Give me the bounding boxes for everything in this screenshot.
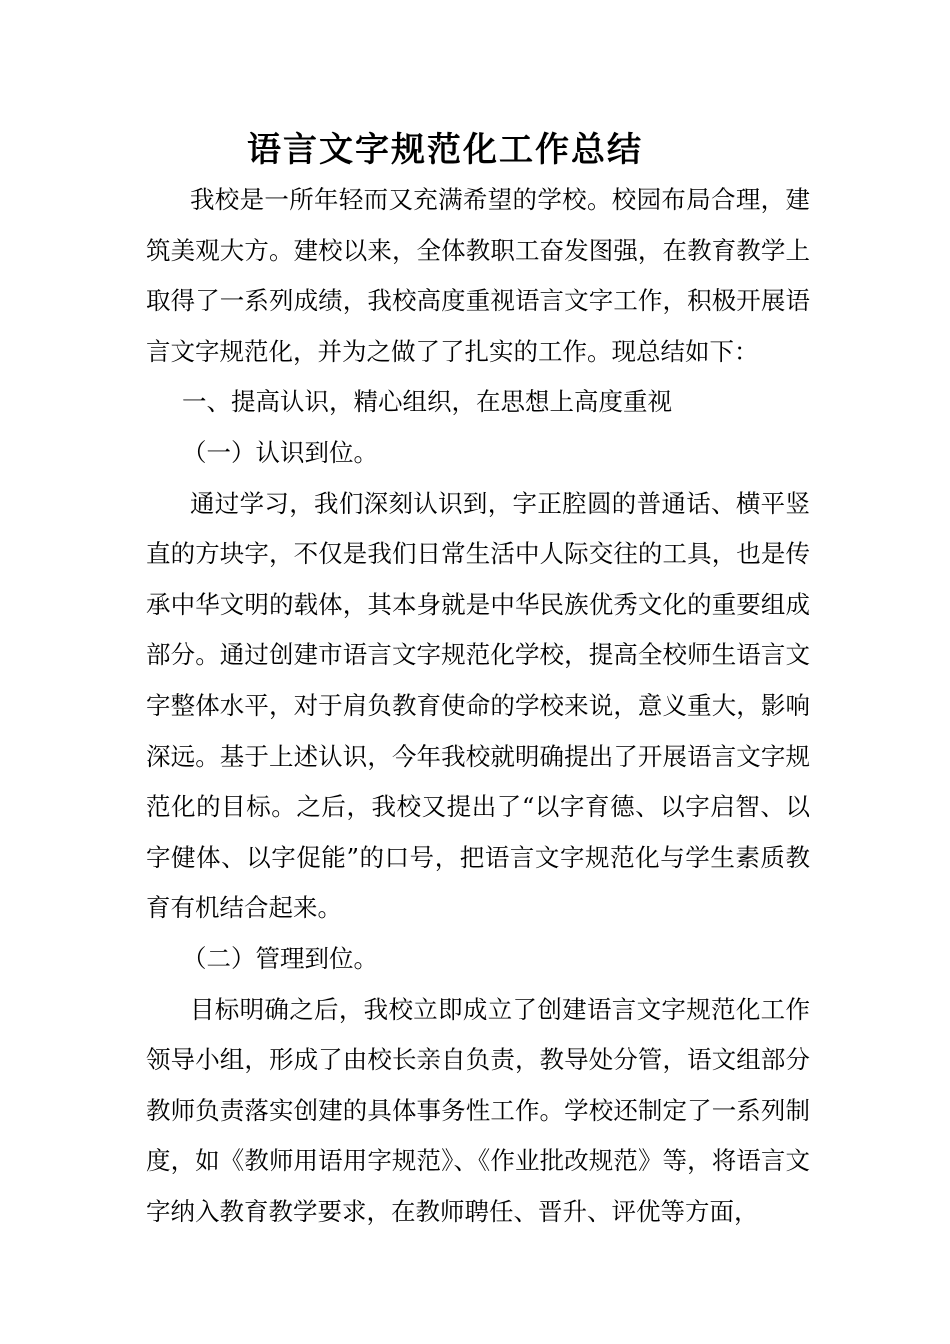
document-title: 语言文字规范化工作总结 (247, 130, 643, 170)
paragraph-awareness: 通过学习，我们深刻认识到，字正腔圆的普通话、横平竖直的方块字，不仅是我们日常生活中人际交往的工具，也是传承中华文明的载体，其本身就是中华民族优秀文化的重要组成部分。通过创建市语言文字规范化学校，提高全校师生语言文字整体水平，对于肩负教育使命的学校来说，意义重大，影响深远。基于上述认识，今年我校就明确提出了开展语言文字规范化的目标。之后，我校又提出了“以字育德、以字启智、以字健体、以字促能”的口号，把语言文字规范化与学生素质教育有机结合起来。 (146, 488, 810, 923)
subsection-heading-2: （二）管理到位。 (182, 943, 378, 973)
section-heading-1: 一、提高认识，精心组织，在思想上高度重视 (182, 387, 672, 417)
intro-paragraph: 我校是一所年轻而又充满希望的学校。校园布局合理，建筑美观大方。建校以来，全体教职工奋发图强，在教育教学上取得了一系列成绩，我校高度重视语言文字工作，积极开展语言文字规范化，并为之做了了扎实的工作。现总结如下： (146, 185, 810, 366)
document-body (146, 175, 810, 1237)
paragraph-management: 目标明确之后，我校立即成立了创建语言文字规范化工作领导小组，形成了由校长亲自负责，教导处分管，语文组部分教师负责落实创建的具体事务性工作。学校还制定了一系列制度，如《教师用语用字规范》、《作业批改规范》等，将语言文字纳入教育教学要求，在教师聘任、晋升、评优等方面， (146, 994, 810, 1226)
subsection-heading-1: （一）认识到位。 (182, 437, 378, 467)
